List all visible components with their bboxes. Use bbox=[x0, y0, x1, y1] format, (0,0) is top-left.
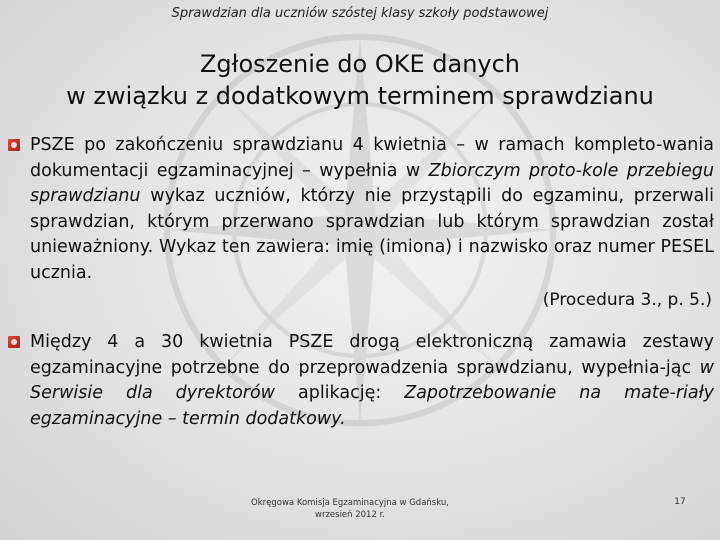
bullet-2-text-part2: aplikację: bbox=[275, 383, 405, 403]
footer-org-line-1: Okręgowa Komisja Egzaminacyjna w Gdańsku, bbox=[251, 498, 449, 508]
bullet-text-1 bbox=[30, 133, 714, 286]
slide-title bbox=[20, 48, 700, 112]
bullet-2-italic-service: w Serwisie dla dyrektorów bbox=[30, 357, 714, 403]
slide-header: Sprawdzian dla uczniów szóstej klasy szkoły podstawowej bbox=[171, 6, 549, 21]
bullet-1-text-part2: wykaz uczniów, którzy nie przystąpili do egzaminu, przerwali sprawdzian, którym przerwano sprawdzian lub którym sprawdzian został unieważniony. Wykaz ten zawiera: imię (imiona) i nazwisko oraz numer PESEL ucznia. bbox=[30, 186, 714, 283]
bullet-item-2 bbox=[8, 330, 714, 432]
square-bullet-icon bbox=[8, 336, 20, 348]
bullet-1-text-part1: PSZE po zakończeniu sprawdzianu 4 kwietnia – w ramach kompleto-wania dokumentacji egzaminacyjnej – wypełnia w bbox=[30, 135, 714, 181]
bullet-text-2 bbox=[30, 330, 714, 432]
procedure-reference: (Procedura 3., p. 5.) bbox=[542, 290, 712, 310]
square-bullet-icon bbox=[8, 139, 20, 151]
bullet-2-italic-application: Zapotrzebowanie na mate-riały egzaminacyjne – termin dodatkowy. bbox=[30, 383, 714, 429]
bullet-1-italic-protocol: Zbiorczym proto-kole przebiegu sprawdzianu bbox=[30, 160, 714, 206]
footer-org-line-2: wrzesień 2012 r. bbox=[315, 510, 385, 520]
title-line-1: Zgłoszenie do OKE danych bbox=[199, 50, 521, 78]
bullet-2-text-part1: Między 4 a 30 kwietnia PSZE drogą elektroniczną zamawia zestawy egzaminacyjne potrzebne do przeprowadzenia sprawdzianu, wypełnia-jąc bbox=[30, 332, 714, 378]
page-number: 17 bbox=[674, 497, 686, 507]
title-line-2: w związku z dodatkowym terminem sprawdzianu bbox=[66, 82, 654, 110]
footer-organization bbox=[230, 497, 470, 521]
bullet-item-1 bbox=[8, 133, 714, 286]
